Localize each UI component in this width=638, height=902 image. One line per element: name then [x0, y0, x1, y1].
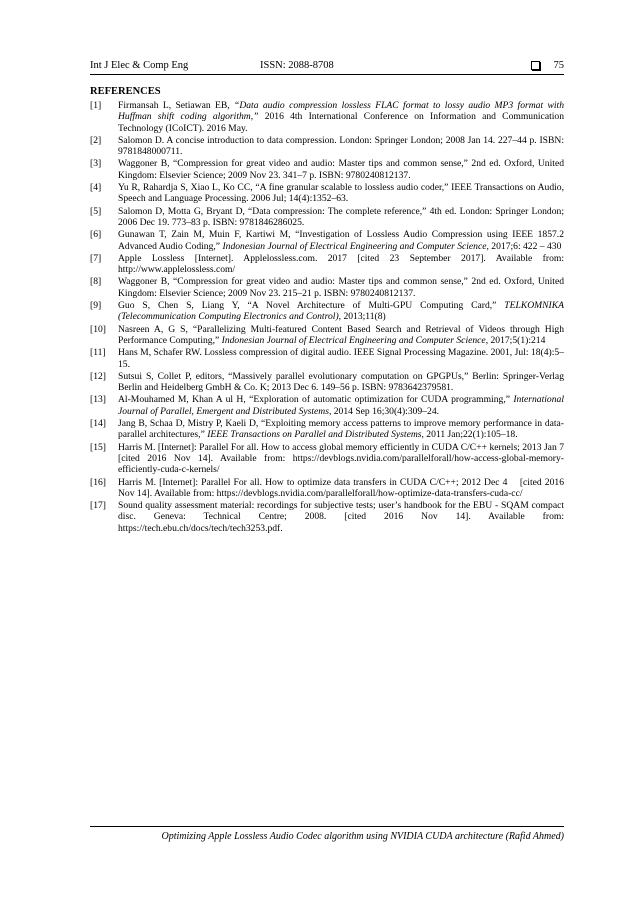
issn: ISSN: 2088-8708	[260, 60, 334, 71]
reference-italic-part: Indonesian Journal of Electrical Engineering and Computer Science	[221, 334, 486, 346]
reference-item	[90, 276, 564, 299]
reference-part: Sound quality assessment material: recordings for subjective tests; user’s handbook for the EBU - SQAM compact disc. Geneva: Technical Centre; 2008. [cited 2016 Nov 14]. Available from: https://tech.ebu.ch/docs/tech/tech3253.pdf.	[118, 500, 564, 534]
reference-part: Nasreen A, G S, “Parallelizing Multi-featured Content Based Search and Retrieval of Videos through High Performance Computing,”	[118, 323, 564, 346]
reference-text	[118, 442, 564, 476]
reference-item	[90, 158, 564, 181]
reference-item	[90, 477, 564, 500]
reference-number: [4]	[90, 182, 102, 194]
reference-number: [7]	[90, 252, 102, 264]
reference-text	[118, 300, 564, 323]
reference-item	[90, 442, 564, 476]
header-right	[531, 60, 565, 71]
reference-part: Harris M. [Internet]: Parallel For all. How to access global memory efficiently in CUDA C/C++ kernels; 2013 Jan 7 [cited 2016 Nov 14]. Available from: https://devblogs.nvidia.com/parallelforall/how-access-global-memory-efficiently-cuda-c-kernels/	[118, 441, 564, 476]
reference-number: [5]	[90, 205, 102, 217]
reference-number: [6]	[90, 229, 102, 241]
reference-item	[90, 206, 564, 229]
reference-item	[90, 324, 564, 347]
reference-italic-part: “Data audio compression lossless FLAC format to lossy audio MP3 format with Huffman shift coding algorithm,”	[118, 100, 564, 123]
reference-part: Al-Mouhamed M, Khan A ul H, “Exploration of automatic optimization for CUDA programming,”	[118, 394, 514, 406]
reference-part: Gunawan T, Zain M, Muin F, Kartiwi M, “Investigation of Lossless Audio Compression using IEEE 1857.2 Advanced Audio Coding,”	[118, 229, 564, 252]
checkbox-square-icon	[531, 61, 540, 70]
reference-text	[118, 347, 564, 370]
reference-part: Harris M. [Internet]: Parallel For all. How to optimize data transfers in CUDA C/C++; 2012 Dec 4 [cited 2016 Nov 14]. Available from: https://devblogs.nvidia.com/parallelforall/how-optimize-data-transfers-cuda-cc/	[118, 476, 564, 499]
reference-number: [9]	[90, 300, 102, 312]
reference-number: [17]	[90, 500, 106, 512]
reference-italic-part: TELKOMNIKA (Telecommunication Computing Electronics and Control),	[118, 300, 564, 323]
reference-item	[90, 253, 564, 276]
reference-text	[118, 276, 564, 299]
reference-item	[90, 500, 564, 534]
reference-number: [15]	[90, 441, 106, 453]
reference-text	[118, 324, 564, 347]
references-heading: REFERENCES	[90, 86, 161, 97]
reference-part: Firmansah L, Setiawan EB,	[118, 100, 234, 111]
reference-part: Sutsui S, Collet P, editors, “Massively parallel evolutionary computation on GPGPUs,” Berlin: Springer-Verlag Berlin and Heidelberg GmbH & Co. K; 2013 Dec 6. 149–56 p. ISBN: 9783642379581.	[118, 370, 564, 394]
reference-item	[90, 100, 564, 134]
reference-part: Guo S, Chen S, Liang Y, “A Novel Architecture of Multi-GPU Computing Card,”	[118, 300, 505, 312]
reference-item	[90, 347, 564, 370]
reference-text	[118, 206, 564, 229]
reference-item	[90, 135, 564, 158]
footer-text: Optimizing Apple Lossless Audio Codec algorithm using NVIDIA CUDA architecture (Rafid Ahmed)	[161, 831, 564, 842]
reference-item	[90, 418, 564, 441]
reference-text	[118, 371, 564, 394]
reference-number: [14]	[90, 418, 106, 430]
reference-number: [2]	[90, 134, 102, 146]
reference-text	[118, 100, 564, 134]
reference-part: Waggoner B, “Compression for great video and audio: Master tips and common sense,” 2nd ed. Oxford, United Kingdom: Elsevier Science; 2009 Nov 23. 215–21 p. ISBN: 9780240812137.	[118, 276, 564, 299]
reference-text	[118, 477, 564, 500]
reference-italic-part: Indonesian Journal of Electrical Engineering and Computer Science	[222, 240, 487, 252]
reference-number: [8]	[90, 276, 102, 288]
reference-text	[118, 229, 564, 252]
reference-item	[90, 229, 564, 252]
page-header	[90, 60, 564, 75]
reference-text	[118, 182, 564, 205]
reference-part: 2013;11(8)	[341, 311, 386, 323]
reference-part: Salomon D. A concise introduction to data compression. London: Springer London; 2008 Jan 14. 227–44 p. ISBN: 9781848000711.	[118, 134, 564, 158]
reference-part: Yu R, Rahardja S, Xiao L, Ko CC, “A fine granular scalable to lossless audio coder,” IEEE Transactions on Audio, Speech and Language Processing. 2006 Jul; 14(4):1352–63.	[118, 182, 564, 205]
reference-part: , 2017;6: 422 – 430	[486, 240, 562, 252]
reference-part: Salomon D, Motta G, Bryant D, “Data compression: The complete reference,” 4th ed. London: Springer London; 2006 Dec 19. 773–83 p. ISBN: 9781846286025.	[118, 205, 564, 228]
reference-italic-part: International Journal of Parallel, Emergent and Distributed Systems	[118, 394, 564, 417]
reference-number: [1]	[90, 100, 102, 111]
references-list	[90, 100, 564, 535]
reference-part: 2016 4th International Conference on Information and Communication Technology (ICoICT). 2016 May.	[118, 111, 564, 134]
reference-part: Hans M, Schafer RW. Lossless compression of digital audio. IEEE Signal Processing Magazine. 2001, Jul: 18(4):5–15.	[118, 347, 564, 370]
reference-text	[118, 253, 564, 276]
reference-number: [11]	[90, 347, 106, 359]
reference-part: Waggoner B, “Compression for great video and audio: Master tips and common sense,” 2nd ed. Oxford, United Kingdom: Elsevier Science; 2009 Nov 23. 341–7 p. ISBN: 9780240812137.	[118, 158, 564, 181]
reference-part: , 2011 Jan;22(1):105–18.	[421, 429, 518, 441]
reference-part: Apple Lossless [Internet]. Applelossless.com. 2017 [cited 23 September 2017]. Available from: http://www.applelossless.com/	[118, 252, 564, 276]
reference-item	[90, 300, 564, 323]
reference-text	[118, 500, 564, 534]
reference-number: [3]	[90, 158, 102, 170]
reference-number: [13]	[90, 394, 106, 406]
reference-text	[118, 394, 564, 417]
page-footer	[90, 826, 564, 842]
reference-item	[90, 182, 564, 205]
journal-name: Int J Elec & Comp Eng	[90, 60, 189, 71]
reference-part: Jang B, Schaa D, Mistry P, Kaeli D, “Exploiting memory access patterns to improve memory performance in data-parallel architectures,”	[118, 418, 564, 441]
reference-number: [12]	[90, 370, 106, 382]
reference-text	[118, 158, 564, 181]
reference-text	[118, 135, 564, 158]
reference-part: , 2017;5(1):214	[485, 334, 546, 346]
reference-part: , 2014 Sep 16;30(4):309–24.	[328, 405, 440, 417]
reference-item	[90, 371, 564, 394]
reference-number: [16]	[90, 476, 106, 488]
reference-number: [10]	[90, 323, 106, 335]
reference-italic-part: IEEE Transactions on Parallel and Distributed Systems	[207, 429, 422, 441]
reference-item	[90, 394, 564, 417]
reference-text	[118, 418, 564, 441]
page-number: 75	[553, 60, 564, 71]
